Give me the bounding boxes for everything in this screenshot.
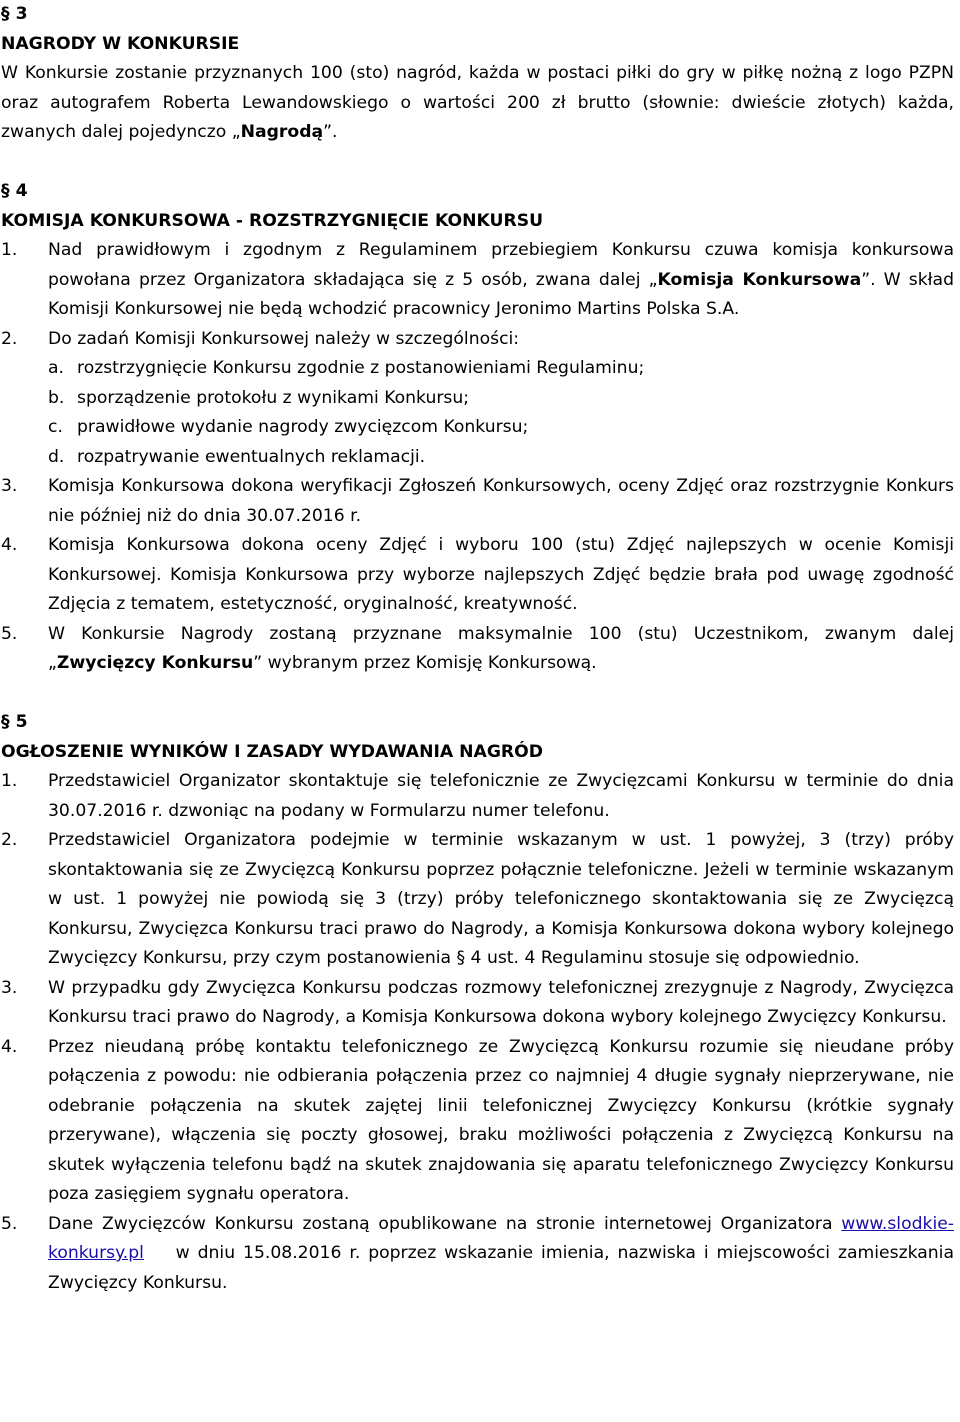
- list-item: [0, 236, 954, 325]
- spacer: [0, 679, 954, 709]
- item-number: 3.: [1, 476, 18, 496]
- item-text: Do zadań Komisji Konkursowej należy w szczególności:: [48, 328, 520, 349]
- list-item: [0, 620, 954, 679]
- sub-list-item: [0, 413, 954, 443]
- spacer: [0, 148, 954, 178]
- section-4-title: KOMISJA KONKURSOWA - ROZSTRZYGNIĘCIE KONKURSU: [1, 210, 544, 231]
- item-text: Komisja Konkursowa dokona weryfikacji Zgłoszeń Konkursowych, oceny Zdjęć oraz rozstrzygnie Konkurs nie później niż do dnia 30.07.2016 r.: [48, 476, 954, 526]
- paragraph-text: ”.: [323, 122, 338, 142]
- section-5-number: § 5: [1, 712, 28, 732]
- bold-term: Zwycięzcy Konkursu: [56, 653, 254, 673]
- item-text: [48, 620, 954, 679]
- item-text: [48, 1210, 960, 1299]
- sub-list-item: [0, 443, 954, 473]
- sub-item-text: rozpatrywanie ewentualnych reklamacji.: [77, 446, 426, 467]
- section-3-title: NAGRODY W KONKURSIE: [1, 33, 240, 54]
- item-number: 2.: [1, 328, 18, 349]
- sub-list-item: [0, 354, 954, 384]
- list-item: [0, 767, 954, 826]
- list-item: [0, 325, 954, 355]
- item-text: Przez nieudaną próbę kontaktu telefonicznego ze Zwycięzcą Konkursu rozumie się nieudane próby połączenia z powodu: nie odbierania połączenia przez co najmniej 4 długie sygnały nieprzerywane, nie odebranie połączenia na skutek zajętej linii telefonicznej Zwycięzcy Konkursu (krótkie sygnały przerywane), włączenia się poczty głosowej, braku możliwości połączenia z Zwycięzcą Konkursu na skutek wyłączenia telefonu bądź na skutek znajdowania się aparatu telefonicznego Zwycięzcy Konkursu poza zasięgiem sygnału operatora.: [48, 1036, 954, 1204]
- list-item: [0, 531, 954, 620]
- list-item: [0, 1033, 954, 1210]
- item-number: 4.: [1, 1036, 18, 1057]
- sub-item-text: prawidłowe wydanie nagrody zwycięzcom Konkursu;: [77, 417, 529, 437]
- item-text: Komisja Konkursowa dokona oceny Zdjęć i wyboru 100 (stu) Zdjęć najlepszych w ocenie Komisji Konkursowej. Komisja Konkursowa przy wyborze najlepszych Zdjęć będzie brała pod uwagę zgodność Zdjęcia z tematem, estetyczność, oryginalność, kreatywność.: [48, 535, 954, 614]
- item-number: 5.: [1, 623, 18, 644]
- organizer-website-link[interactable]: www.slodkie-konkursy.pl: [48, 1213, 954, 1263]
- bold-term: Komisja Konkursowa: [657, 269, 862, 290]
- sub-item-text: rozstrzygnięcie Konkursu zgodnie z postanowieniami Regulaminu;: [77, 358, 645, 378]
- text-run: W Konkursie Nagrody zostaną przyznane maksymalnie 100 (stu) Uczestnikom, zwanym dalej „: [48, 623, 954, 673]
- section-3-paragraph: [0, 59, 954, 148]
- item-number: 3.: [1, 977, 18, 998]
- text-run: ”. W skład Komisji Konkursowej nie będą wchodzić pracownicy Jeronimo Martins Polska S.A.: [48, 269, 954, 319]
- item-text: [48, 236, 954, 325]
- text-run: Dane Zwycięzców Konkursu zostaną opublikowane na stronie internetowej Organizatora: [48, 1213, 842, 1234]
- sub-item-letter: b.: [48, 387, 65, 408]
- item-text: Przedstawiciel Organizator skontaktuje się telefonicznie ze Zwycięzcami Konkursu w terminie do dnia 30.07.2016 r. dzwoniąc na podany w Formularzu numer telefonu.: [48, 771, 954, 821]
- section-3-number: § 3: [1, 4, 28, 24]
- section-5-title: OGŁOSZENIE WYNIKÓW I ZASADY WYDAWANIA NAGRÓD: [1, 741, 544, 762]
- sub-list-item: [0, 384, 954, 414]
- item-text: Przedstawiciel Organizatora podejmie w terminie wskazanym w ust. 1 powyżej, 3 (trzy) próby skontaktowania się ze Zwycięzcą Konkursu poprzez połącznie telefoniczne. Jeżeli w terminie wskazanym w ust. 1 powyżej nie powiodą się 3 (trzy) próby telefonicznego skontaktowania się ze Zwycięzcą Konkursu, Zwycięzca Konkursu traci prawo do Nagrody, a Komisja Konkursowa dokona wybory kolejnego Zwycięzcy Konkursu, przy czym postanowienia § 4 ust. 4 Regulaminu stosuje się odpowiednio.: [48, 830, 954, 968]
- sub-item-letter: c.: [48, 417, 63, 437]
- list-item: [0, 1210, 960, 1299]
- text-run: Nad prawidłowym i zgodnym z Regulaminem przebiegiem Konkursu czuwa komisja konkursowa powołana przez Organizatora składająca się z 5 osób, zwana dalej „: [48, 240, 954, 290]
- section-4-number: § 4: [1, 181, 28, 201]
- item-number: 1.: [1, 771, 18, 791]
- sub-item-text: sporządzenie protokołu z wynikami Konkursu;: [77, 387, 470, 408]
- list-item: [0, 974, 954, 1033]
- item-number: 1.: [1, 240, 18, 260]
- sub-item-letter: a.: [48, 358, 64, 378]
- text-run: w dniu 15.08.2016 r. poprzez wskazanie imienia, nazwiska i miejscowości zamieszkania Zwycięzcy Konkursu.: [48, 1243, 960, 1293]
- list-item: [0, 826, 954, 974]
- item-number: 2.: [1, 830, 18, 850]
- item-text: W przypadku gdy Zwycięzca Konkursu podczas rozmowy telefonicznej zrezygnuje z Nagrody, Zwycięzca Konkursu traci prawo do Nagrody, a Komisja Konkursowa dokona wybory kolejnego Zwycięzcy Konkursu.: [48, 977, 954, 1027]
- bold-term: Nagrodą: [240, 122, 324, 142]
- item-number: 4.: [1, 535, 18, 555]
- sub-item-letter: d.: [48, 446, 65, 467]
- paragraph-text: W Konkursie zostanie przyznanych 100 (sto) nagród, każda w postaci piłki do gry w piłkę nożną z logo PZPN oraz autografem Roberta Lewandowskiego o wartości 200 zł brutto (słownie: dwieście złotych) każda, zwanych dalej pojedynczo „: [1, 63, 954, 142]
- list-item: [0, 472, 954, 531]
- text-run: ” wybranym przez Komisję Konkursową.: [253, 653, 597, 673]
- item-number: 5.: [1, 1213, 18, 1234]
